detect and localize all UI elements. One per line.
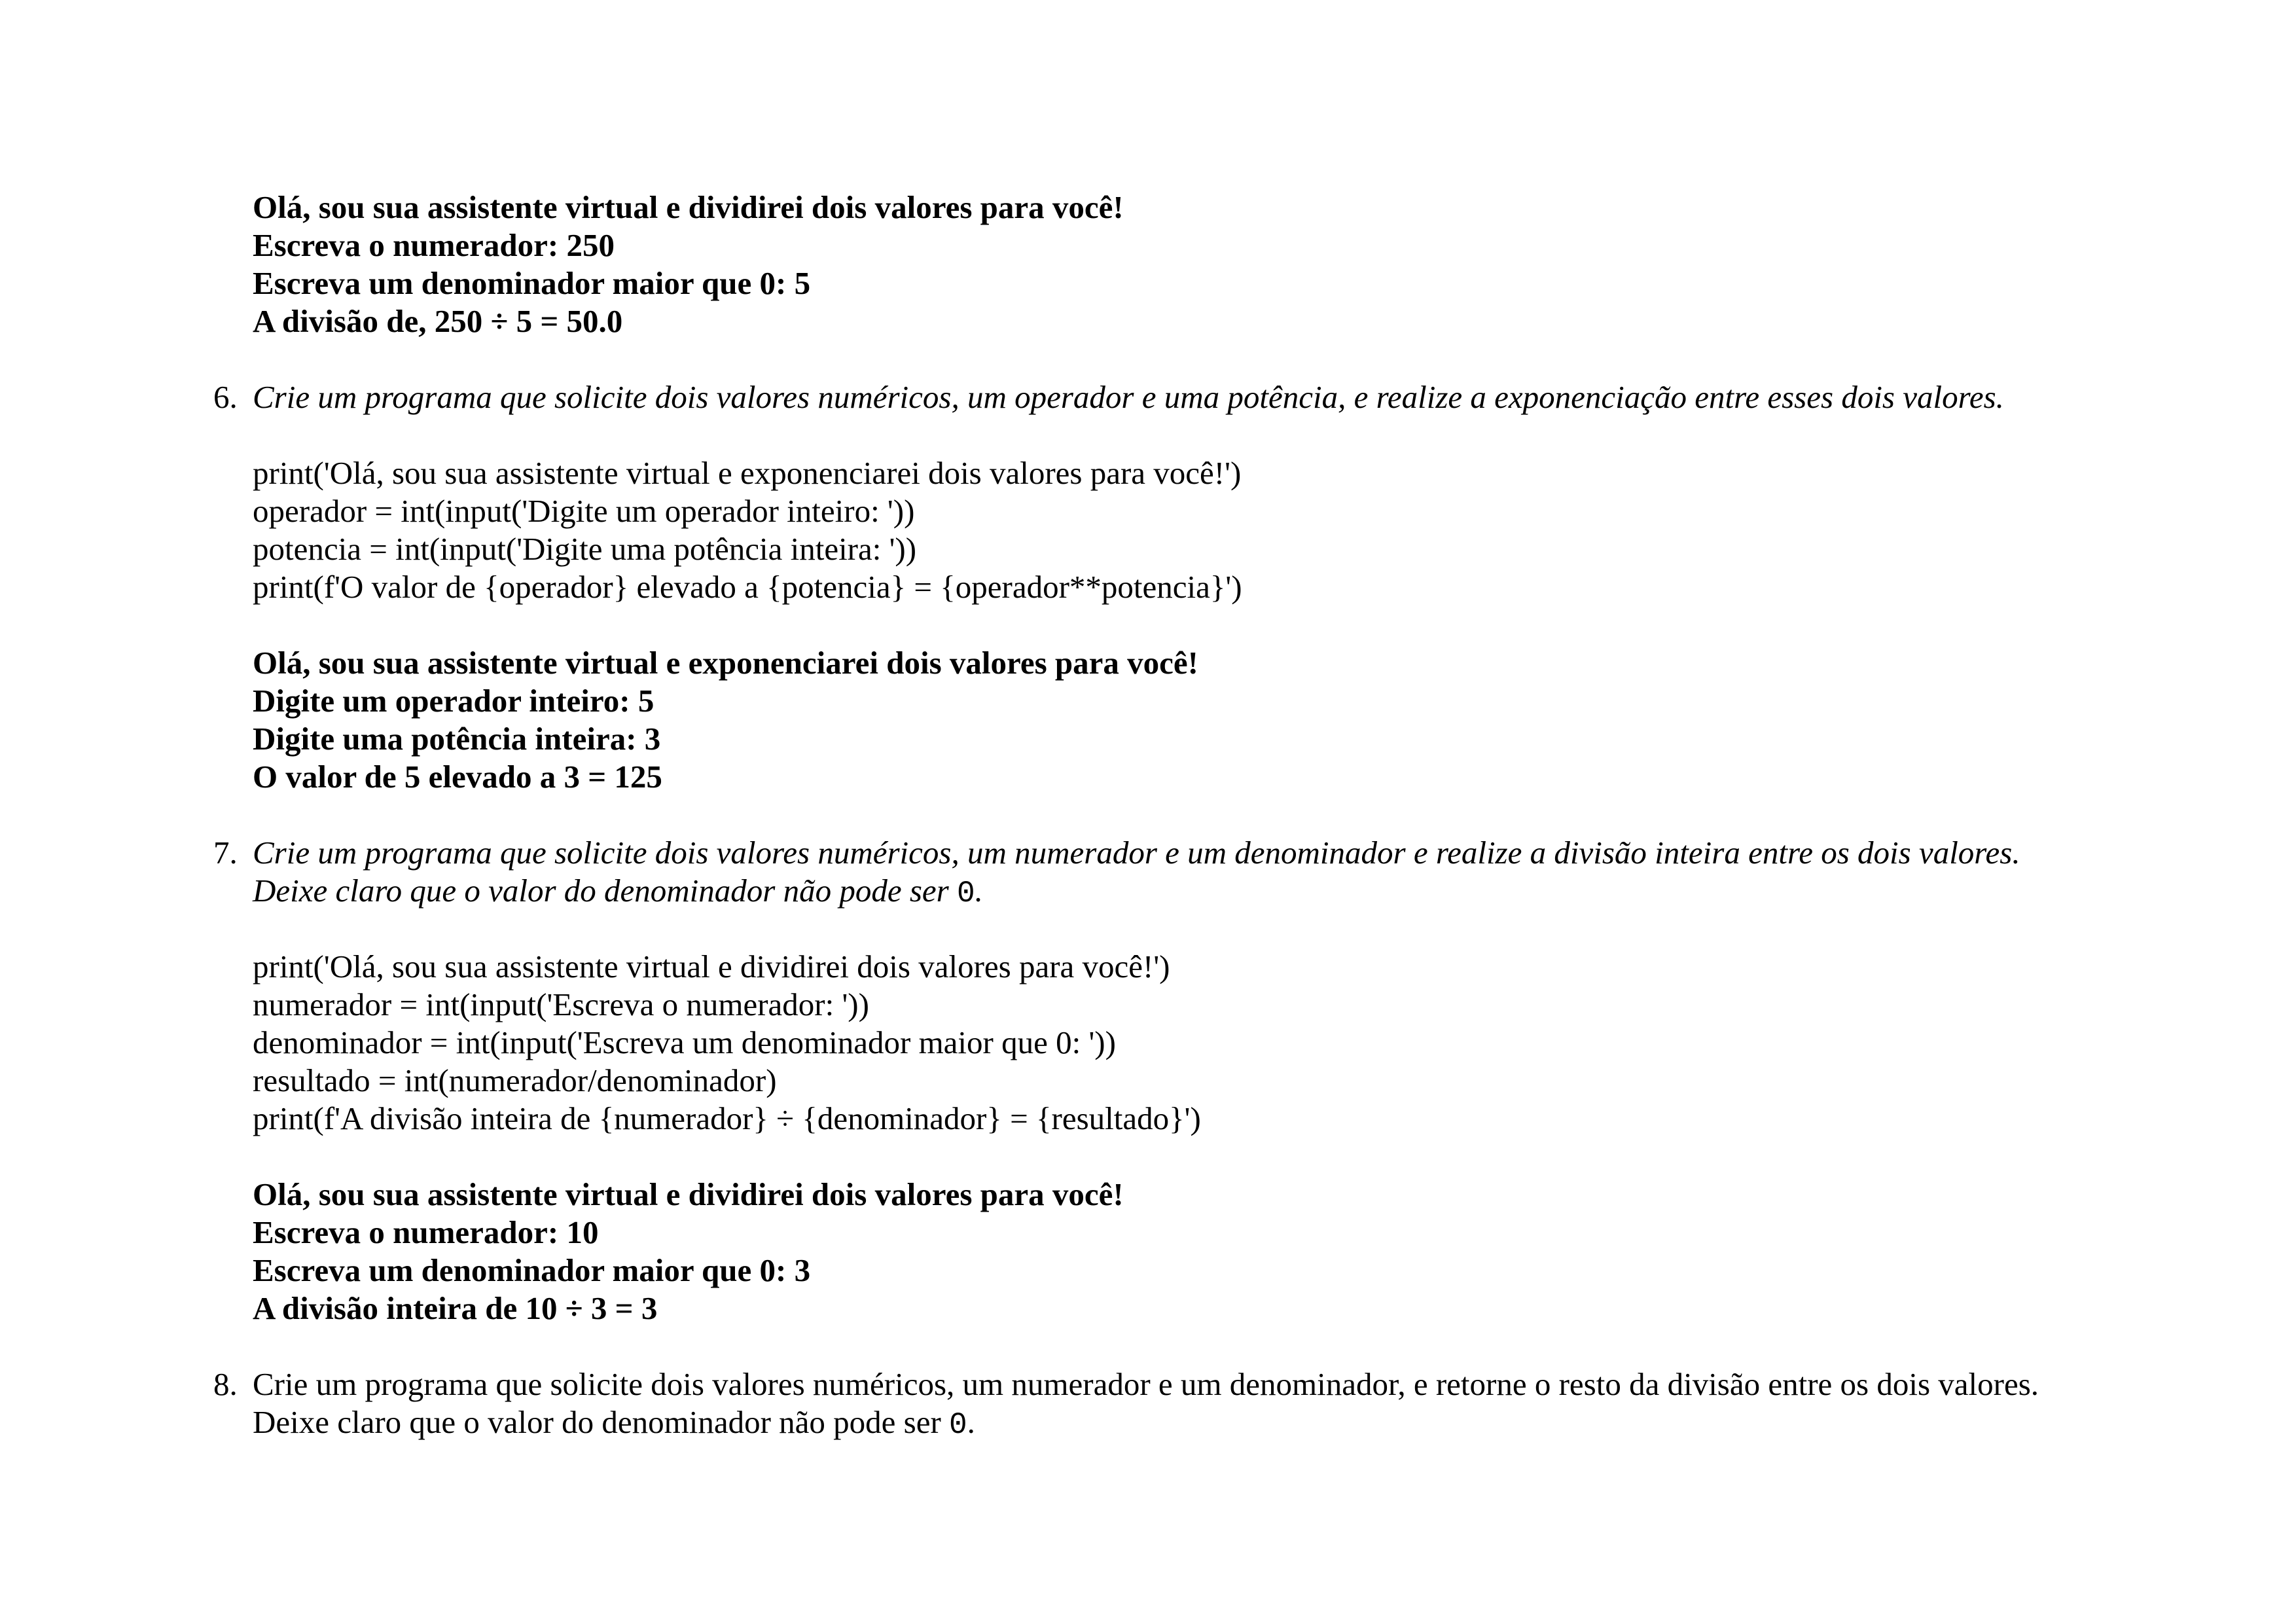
code-line: print(f'A divisão inteira de {numerador} ÷ {denominador} = {resultado}') bbox=[253, 1100, 1201, 1136]
zero-value: 0 bbox=[957, 876, 975, 911]
spacer bbox=[253, 1138, 2151, 1176]
document-content bbox=[213, 189, 2151, 1442]
output-line: O valor de 5 elevado a 3 = 125 bbox=[253, 759, 662, 795]
output-line: Escreva um denominador maior que 0: 3 bbox=[253, 1252, 811, 1288]
question-end: . bbox=[967, 1404, 975, 1440]
spacer bbox=[253, 910, 2151, 948]
output-block bbox=[253, 644, 2151, 796]
code-line: numerador = int(input('Escreva o numerador: ')) bbox=[253, 986, 869, 1022]
spacer bbox=[253, 416, 2151, 454]
code-line: denominador = int(input('Escreva um denominador maior que 0: ')) bbox=[253, 1024, 1116, 1060]
output-line: A divisão de, 250 ÷ 5 = 50.0 bbox=[253, 303, 623, 339]
code-block bbox=[253, 454, 2151, 606]
exercise-number: 8. bbox=[213, 1366, 238, 1402]
code-line: resultado = int(numerador/denominador) bbox=[253, 1062, 777, 1098]
output-line: Olá, sou sua assistente virtual e dividirei dois valores para você! bbox=[253, 189, 1124, 225]
code-line: print('Olá, sou sua assistente virtual e exponenciarei dois valores para você!') bbox=[253, 455, 1242, 491]
zero-value: 0 bbox=[949, 1408, 967, 1442]
exercise-question-line: Crie um programa que solicite dois valores numéricos, um numerador e um denominador, e retorne o resto da divisão entre os dois valores. bbox=[253, 1366, 2039, 1402]
exercise-7 bbox=[213, 834, 2151, 1327]
output-line: A divisão inteira de 10 ÷ 3 = 3 bbox=[253, 1290, 658, 1326]
question-text: Deixe claro que o valor do denominador não pode ser bbox=[253, 1404, 950, 1440]
question-text: Deixe claro que o valor do denominador não pode ser bbox=[253, 873, 957, 909]
code-line: operador = int(input('Digite um operador inteiro: ')) bbox=[253, 493, 915, 529]
exercise-question-line: Crie um programa que solicite dois valores numéricos, um numerador e um denominador e realize a divisão inteira entre os dois valores. bbox=[253, 835, 2020, 871]
spacer bbox=[253, 606, 2151, 644]
exercise-6 bbox=[213, 378, 2151, 796]
spacer bbox=[253, 340, 2151, 378]
output-block bbox=[253, 1176, 2151, 1327]
exercise-number: 6. bbox=[213, 379, 238, 415]
previous-output-block bbox=[253, 189, 2151, 340]
output-line: Escreva um denominador maior que 0: 5 bbox=[253, 265, 811, 301]
code-line: potencia = int(input('Digite uma potência inteira: ')) bbox=[253, 531, 917, 567]
exercise-question-line bbox=[253, 872, 2151, 910]
output-line: Escreva o numerador: 10 bbox=[253, 1214, 599, 1250]
exercise-8 bbox=[213, 1365, 2151, 1442]
code-block bbox=[253, 948, 2151, 1138]
output-line: Digite uma potência inteira: 3 bbox=[253, 721, 661, 757]
spacer bbox=[253, 1327, 2151, 1365]
spacer bbox=[253, 796, 2151, 834]
exercise-number: 7. bbox=[213, 835, 238, 871]
output-line: Escreva o numerador: 250 bbox=[253, 227, 615, 263]
code-line: print(f'O valor de {operador} elevado a {potencia} = {operador**potencia}') bbox=[253, 569, 1242, 605]
exercise-question: Crie um programa que solicite dois valores numéricos, um operador e uma potência, e realize a exponenciação entre esses dois valores. bbox=[253, 379, 2004, 415]
output-line: Digite um operador inteiro: 5 bbox=[253, 683, 655, 719]
output-line: Olá, sou sua assistente virtual e exponenciarei dois valores para você! bbox=[253, 645, 1198, 681]
output-line: Olá, sou sua assistente virtual e dividirei dois valores para você! bbox=[253, 1176, 1124, 1212]
exercise-question-line bbox=[253, 1403, 2151, 1441]
code-line: print('Olá, sou sua assistente virtual e dividirei dois valores para você!') bbox=[253, 948, 1170, 984]
question-end: . bbox=[975, 873, 983, 909]
